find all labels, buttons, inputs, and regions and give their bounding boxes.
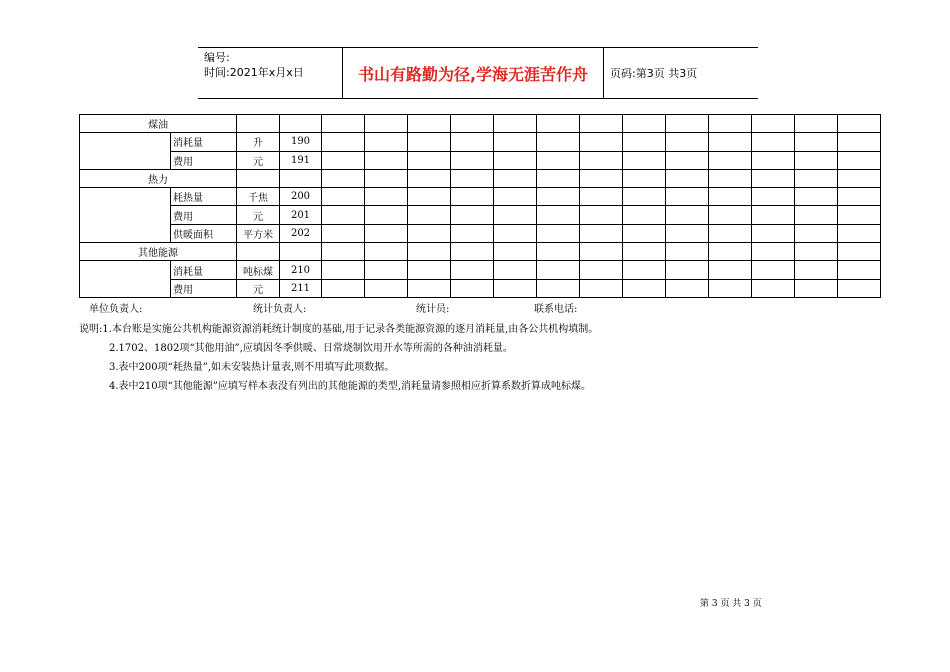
empty-cell — [666, 169, 709, 187]
stat-head-label: 统计负责人: — [253, 304, 307, 315]
month-cell — [494, 224, 537, 242]
item-code: 200 — [280, 188, 322, 206]
item-unit: 元 — [237, 279, 280, 297]
empty-cell — [838, 169, 881, 187]
month-cell — [795, 188, 838, 206]
month-cell — [709, 224, 752, 242]
month-cell — [365, 261, 408, 279]
empty-cell — [795, 169, 838, 187]
month-cell — [451, 224, 494, 242]
item-code: 190 — [280, 133, 322, 151]
month-cell — [580, 224, 623, 242]
page-info: 页码:第3页 共3页 — [610, 67, 698, 80]
month-cell — [451, 188, 494, 206]
category-label: 其他能源 — [80, 243, 237, 261]
category-label: 煤油 — [80, 115, 237, 133]
month-cell — [623, 188, 666, 206]
month-cell — [408, 151, 451, 169]
item-name: 供暖面积 — [171, 224, 237, 242]
month-cell — [580, 133, 623, 151]
month-cell — [322, 151, 365, 169]
month-cell — [322, 261, 365, 279]
empty-cell — [709, 243, 752, 261]
month-cell — [838, 151, 881, 169]
month-cell — [365, 224, 408, 242]
empty-cell — [752, 243, 795, 261]
month-cell — [451, 261, 494, 279]
item-name: 费用 — [171, 151, 237, 169]
month-cell — [494, 133, 537, 151]
month-cell — [494, 261, 537, 279]
month-cell — [537, 224, 580, 242]
month-cell — [709, 261, 752, 279]
month-cell — [752, 261, 795, 279]
note-4: 4.表中210项“其他能源”应填写样本表没有列出的其他能源的类型,消耗量请参照相应折算系数折算成吨标煤。 — [109, 381, 592, 392]
empty-cell — [580, 115, 623, 133]
month-cell — [451, 133, 494, 151]
item-row — [80, 151, 881, 169]
item-code: 202 — [280, 224, 322, 242]
empty-cell — [494, 115, 537, 133]
month-cell — [365, 133, 408, 151]
month-cell — [451, 151, 494, 169]
item-unit: 千焦 — [237, 188, 280, 206]
month-cell — [838, 188, 881, 206]
month-cell — [752, 151, 795, 169]
empty-cell — [623, 243, 666, 261]
month-cell — [408, 206, 451, 224]
month-cell — [709, 188, 752, 206]
empty-cell — [752, 169, 795, 187]
month-cell — [322, 133, 365, 151]
month-cell — [451, 206, 494, 224]
month-cell — [623, 279, 666, 297]
empty-cell — [838, 115, 881, 133]
month-cell — [752, 206, 795, 224]
month-cell — [494, 279, 537, 297]
empty-cell — [408, 169, 451, 187]
month-cell — [494, 188, 537, 206]
month-cell — [580, 261, 623, 279]
empty-cell — [322, 169, 365, 187]
month-cell — [537, 261, 580, 279]
month-cell — [322, 188, 365, 206]
number-label: 编号: — [204, 51, 230, 64]
month-cell — [795, 151, 838, 169]
month-cell — [322, 279, 365, 297]
item-name: 消耗量 — [171, 261, 237, 279]
empty-cell — [280, 243, 322, 261]
empty-cell — [237, 115, 280, 133]
page-number: 第 3 页 共 3 页 — [700, 599, 762, 609]
item-name: 消耗量 — [171, 133, 237, 151]
header-title: 书山有路勤为径,学海无涯苦作舟 — [357, 64, 589, 84]
item-name: 耗热量 — [171, 188, 237, 206]
month-cell — [795, 224, 838, 242]
month-cell — [623, 206, 666, 224]
header-divider — [603, 48, 604, 98]
month-cell — [709, 206, 752, 224]
phone-label: 联系电话: — [534, 304, 578, 315]
month-cell — [408, 188, 451, 206]
month-cell — [752, 224, 795, 242]
empty-cell — [280, 115, 322, 133]
item-row — [80, 224, 881, 242]
category-span-cell — [80, 133, 171, 170]
month-cell — [580, 151, 623, 169]
category-label: 热力 — [80, 169, 237, 187]
item-row — [80, 188, 881, 206]
month-cell — [537, 151, 580, 169]
empty-cell — [795, 243, 838, 261]
unit-head-label: 单位负责人: — [89, 304, 143, 315]
month-cell — [623, 151, 666, 169]
month-cell — [580, 188, 623, 206]
empty-cell — [237, 243, 280, 261]
month-cell — [537, 279, 580, 297]
time-label: 时间:2021年x月x日 — [204, 66, 304, 79]
month-cell — [623, 261, 666, 279]
month-cell — [752, 279, 795, 297]
month-cell — [666, 206, 709, 224]
empty-cell — [838, 243, 881, 261]
month-cell — [709, 133, 752, 151]
empty-cell — [365, 115, 408, 133]
empty-cell — [451, 243, 494, 261]
item-row — [80, 133, 881, 151]
header-meta — [204, 50, 344, 80]
month-cell — [580, 279, 623, 297]
empty-cell — [666, 243, 709, 261]
month-cell — [494, 151, 537, 169]
item-code: 201 — [280, 206, 322, 224]
month-cell — [752, 188, 795, 206]
item-unit: 元 — [237, 206, 280, 224]
empty-cell — [365, 243, 408, 261]
month-cell — [838, 279, 881, 297]
month-cell — [666, 133, 709, 151]
empty-cell — [709, 115, 752, 133]
month-cell — [580, 206, 623, 224]
energy-ledger-table — [79, 114, 881, 298]
month-cell — [537, 188, 580, 206]
month-cell — [623, 224, 666, 242]
item-name: 费用 — [171, 206, 237, 224]
month-cell — [838, 224, 881, 242]
month-cell — [795, 133, 838, 151]
empty-cell — [365, 169, 408, 187]
month-cell — [322, 206, 365, 224]
month-cell — [365, 151, 408, 169]
item-unit: 吨标煤 — [237, 261, 280, 279]
month-cell — [666, 261, 709, 279]
month-cell — [537, 206, 580, 224]
month-cell — [709, 279, 752, 297]
month-cell — [408, 279, 451, 297]
empty-cell — [408, 115, 451, 133]
item-unit: 平方米 — [237, 224, 280, 242]
month-cell — [322, 224, 365, 242]
note-1: 说明:1.本台账是实施公共机构能源资源消耗统计制度的基础,用于记录各类能源资源的逐月消耗量,由各公共机构填制。 — [79, 324, 599, 335]
empty-cell — [451, 169, 494, 187]
empty-cell — [494, 243, 537, 261]
empty-cell — [280, 169, 322, 187]
category-span-cell — [80, 188, 171, 243]
category-span-cell — [80, 261, 171, 298]
month-cell — [838, 261, 881, 279]
document-header — [198, 47, 758, 99]
month-cell — [408, 261, 451, 279]
empty-cell — [580, 243, 623, 261]
item-row — [80, 206, 881, 224]
month-cell — [709, 151, 752, 169]
empty-cell — [752, 115, 795, 133]
month-cell — [537, 133, 580, 151]
month-cell — [666, 279, 709, 297]
category-row — [80, 243, 881, 261]
month-cell — [408, 224, 451, 242]
item-row — [80, 261, 881, 279]
item-row — [80, 279, 881, 297]
month-cell — [623, 133, 666, 151]
empty-cell — [451, 115, 494, 133]
month-cell — [408, 133, 451, 151]
empty-cell — [666, 115, 709, 133]
month-cell — [666, 188, 709, 206]
item-code: 211 — [280, 279, 322, 297]
empty-cell — [494, 169, 537, 187]
empty-cell — [322, 115, 365, 133]
empty-cell — [408, 243, 451, 261]
month-cell — [666, 224, 709, 242]
empty-cell — [623, 115, 666, 133]
month-cell — [666, 151, 709, 169]
statistician-label: 统计员: — [416, 304, 450, 315]
month-cell — [365, 188, 408, 206]
empty-cell — [537, 243, 580, 261]
note-2: 2.1702、1802项“其他用油”,应填因冬季供暖、日常烧制饮用开水等所需的各种油消耗量。 — [109, 343, 513, 354]
month-cell — [838, 133, 881, 151]
month-cell — [795, 206, 838, 224]
month-cell — [795, 279, 838, 297]
month-cell — [838, 206, 881, 224]
empty-cell — [322, 243, 365, 261]
item-unit: 升 — [237, 133, 280, 151]
month-cell — [494, 206, 537, 224]
category-row — [80, 115, 881, 133]
empty-cell — [623, 169, 666, 187]
empty-cell — [537, 115, 580, 133]
empty-cell — [709, 169, 752, 187]
month-cell — [752, 133, 795, 151]
month-cell — [795, 261, 838, 279]
item-code: 210 — [280, 261, 322, 279]
month-cell — [451, 279, 494, 297]
item-name: 费用 — [171, 279, 237, 297]
month-cell — [365, 279, 408, 297]
month-cell — [365, 206, 408, 224]
category-row — [80, 169, 881, 187]
empty-cell — [237, 169, 280, 187]
note-3: 3.表中200项“耗热量”,如未安装热计量表,则不用填写此项数据。 — [109, 362, 395, 373]
item-unit: 元 — [237, 151, 280, 169]
empty-cell — [795, 115, 838, 133]
empty-cell — [580, 169, 623, 187]
item-code: 191 — [280, 151, 322, 169]
empty-cell — [537, 169, 580, 187]
